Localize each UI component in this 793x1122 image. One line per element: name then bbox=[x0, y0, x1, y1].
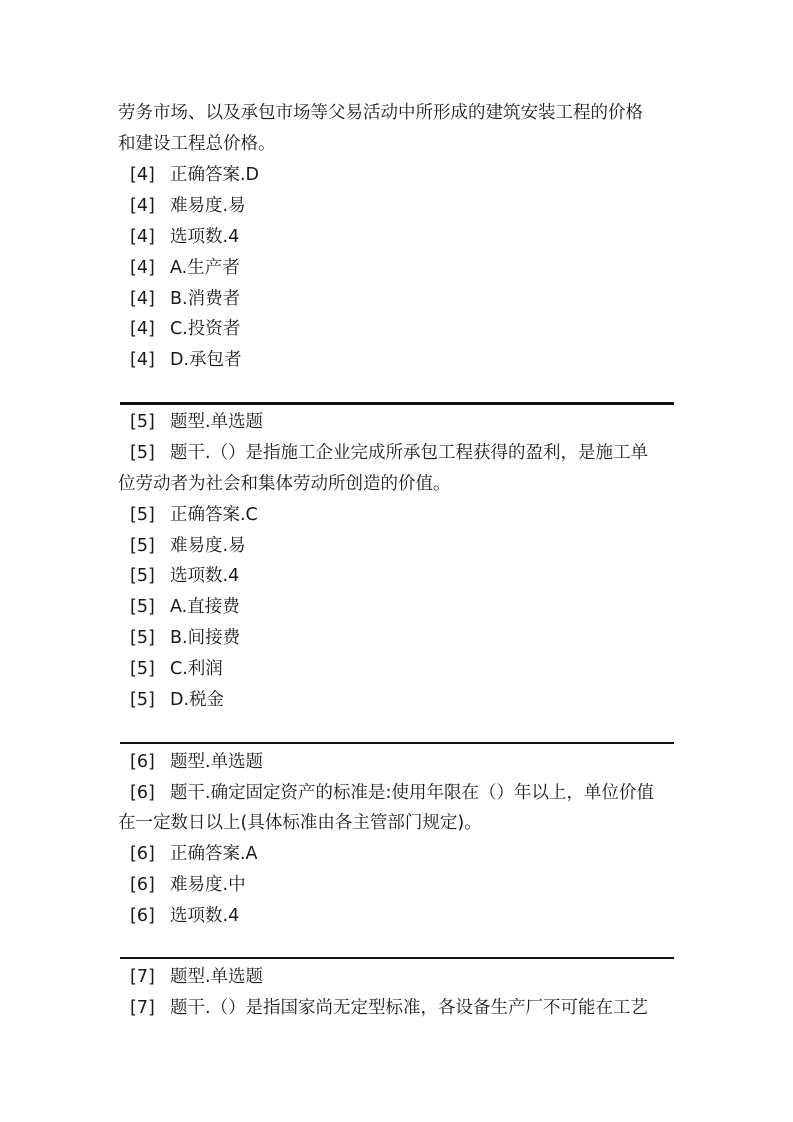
question-number: [6] bbox=[130, 844, 155, 864]
question-number: [5] bbox=[130, 536, 155, 556]
row-text: C.利润 bbox=[170, 659, 223, 679]
row-text: 题型.单选题 bbox=[170, 412, 264, 432]
q5-answer-row bbox=[118, 504, 678, 526]
q4-option-c bbox=[118, 318, 678, 340]
row-text: D.税金 bbox=[170, 690, 225, 710]
row-text: 选项数.4 bbox=[170, 227, 240, 247]
question-number: [4] bbox=[130, 165, 155, 185]
row-text: 题型.单选题 bbox=[170, 967, 264, 987]
row-text: 题干.确定固定资产的标准是:使用年限在（）年以上，单位价值 bbox=[170, 783, 654, 803]
question-number: [4] bbox=[130, 350, 155, 370]
question-number: [6] bbox=[130, 752, 155, 772]
question-number: [4] bbox=[130, 289, 155, 309]
q5-option-b bbox=[118, 627, 678, 649]
row-text: 难易度.易 bbox=[170, 196, 246, 216]
question-number: [6] bbox=[130, 783, 155, 803]
row-text: 难易度.中 bbox=[170, 875, 246, 895]
row-text: 正确答案.D bbox=[170, 165, 260, 185]
q5-option-c bbox=[118, 658, 678, 680]
q4-answer-row bbox=[118, 164, 678, 186]
q6-option-count-row bbox=[118, 905, 678, 927]
q5-stem-continuation: 位劳动者为社会和集体劳动所创造的价值。 bbox=[118, 474, 451, 494]
q7-stem-row bbox=[118, 997, 678, 1019]
q4-option-d bbox=[118, 349, 678, 371]
question-number: [4] bbox=[130, 319, 155, 339]
question-number: [5] bbox=[130, 659, 155, 679]
q5-difficulty-row bbox=[118, 535, 678, 557]
row-text: 选项数.4 bbox=[170, 906, 240, 926]
q6-stem-row bbox=[118, 782, 678, 804]
row-text: D.承包者 bbox=[170, 350, 242, 370]
row-text: B.间接费 bbox=[170, 628, 241, 648]
row-text: 选项数.4 bbox=[170, 566, 240, 586]
q5-stem-row bbox=[118, 442, 678, 464]
q4-difficulty-row bbox=[118, 195, 678, 217]
question-divider bbox=[120, 742, 674, 744]
question-number: [4] bbox=[130, 227, 155, 247]
q6-answer-row bbox=[118, 843, 678, 865]
question-number: [5] bbox=[130, 628, 155, 648]
q5-option-a bbox=[118, 596, 678, 618]
q4-stem-continuation-line-1: 劳务市场、以及承包市场等父易活动中所形成的建筑安装工程的价格 bbox=[118, 103, 643, 123]
q4-option-b bbox=[118, 288, 678, 310]
question-number: [5] bbox=[130, 412, 155, 432]
q4-option-count-row bbox=[118, 226, 678, 248]
question-number: [6] bbox=[130, 875, 155, 895]
q5-option-count-row bbox=[118, 565, 678, 587]
question-number: [5] bbox=[130, 566, 155, 586]
q7-type-row bbox=[118, 966, 678, 988]
question-number: [4] bbox=[130, 196, 155, 216]
q5-type-row bbox=[118, 411, 678, 433]
question-number: [7] bbox=[130, 998, 155, 1018]
q4-stem-continuation-line-2: 和建设工程总价格。 bbox=[118, 134, 276, 154]
q6-stem-continuation: 在一定数日以上(具体标准由各主管部门规定)。 bbox=[118, 813, 482, 833]
row-text: 正确答案.A bbox=[170, 844, 258, 864]
row-text: A.生产者 bbox=[170, 258, 240, 278]
question-number: [5] bbox=[130, 597, 155, 617]
q5-option-d bbox=[118, 689, 678, 711]
question-number: [5] bbox=[130, 443, 155, 463]
question-divider bbox=[120, 957, 674, 959]
q6-type-row bbox=[118, 751, 678, 773]
row-text: C.投资者 bbox=[170, 319, 241, 339]
q4-option-a bbox=[118, 257, 678, 279]
row-text: 正确答案.C bbox=[170, 505, 258, 525]
question-number: [5] bbox=[130, 505, 155, 525]
row-text: A.直接费 bbox=[170, 597, 240, 617]
question-number: [5] bbox=[130, 690, 155, 710]
question-number: [6] bbox=[130, 906, 155, 926]
question-number: [4] bbox=[130, 258, 155, 278]
row-text: 难易度.易 bbox=[170, 536, 246, 556]
row-text: 题干.（）是指施工企业完成所承包工程获得的盈利，是施工单 bbox=[170, 443, 649, 463]
row-text: 题型.单选题 bbox=[170, 752, 264, 772]
q6-difficulty-row bbox=[118, 874, 678, 896]
row-text: 题干.（）是指国家尚无定型标准，各设备生产厂不可能在工艺 bbox=[170, 998, 649, 1018]
question-divider bbox=[120, 402, 674, 405]
question-number: [7] bbox=[130, 967, 155, 987]
row-text: B.消费者 bbox=[170, 289, 241, 309]
